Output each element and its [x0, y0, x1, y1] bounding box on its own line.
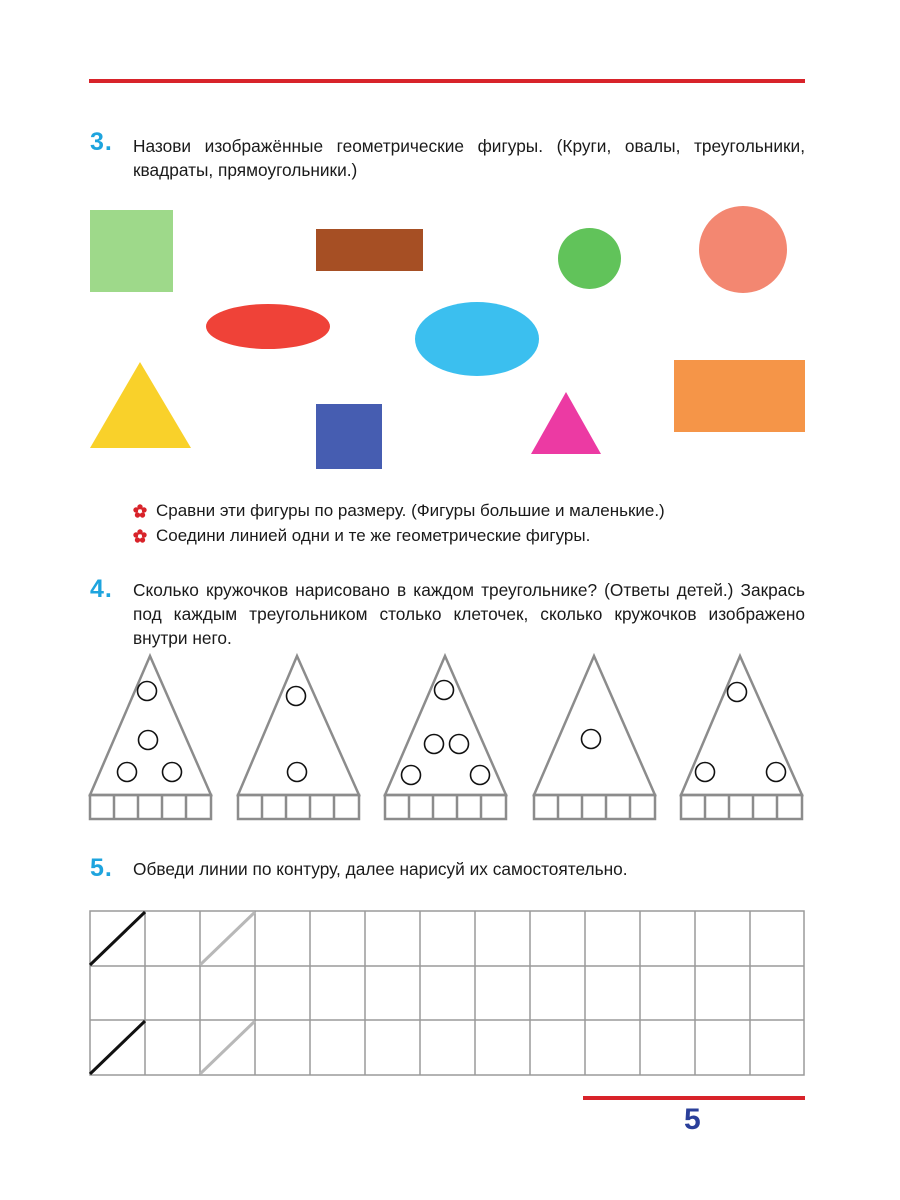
circle: [402, 766, 421, 785]
task-3-bullet-2: [133, 524, 590, 548]
triangle-outline: [681, 656, 802, 795]
bullet-text: Сравни эти фигуры по размеру. (Фигуры большие и маленькие.): [156, 501, 665, 520]
circle: [139, 731, 158, 750]
circle: [471, 766, 490, 785]
sample-stroke: [90, 1021, 145, 1074]
trace-stroke: [200, 912, 255, 965]
task-4-text: Сколько кружочков нарисовано в каждом треугольнике? (Ответы детей.) Закрась под каждым треугольником столько клеточек, сколько кружочков изображено внутри него.: [133, 580, 805, 648]
blue-oval: [415, 302, 539, 376]
brown-rectangle: [316, 229, 423, 271]
circle: [287, 687, 306, 706]
cells-strip: [534, 795, 655, 819]
triangle-figure-4: [534, 656, 655, 819]
salmon-circle: [699, 206, 787, 293]
task-3-number: 3.: [90, 128, 113, 156]
orange-rectangle: [674, 360, 805, 432]
flower-bullet-icon: [133, 504, 147, 518]
triangle-outline: [90, 656, 211, 795]
circle: [138, 682, 157, 701]
top-divider: [89, 79, 805, 83]
circle: [288, 763, 307, 782]
circle: [435, 681, 454, 700]
sample-stroke: [90, 912, 145, 965]
circle: [425, 735, 444, 754]
triangle-figure-3: [385, 656, 506, 819]
circle: [696, 763, 715, 782]
green-circle: [558, 228, 621, 289]
task-4-number: 4.: [90, 575, 113, 603]
triangle-outline: [385, 656, 506, 795]
navy-square: [316, 404, 382, 469]
triangle-outline: [238, 656, 359, 795]
cells-strip: [90, 795, 211, 819]
triangle-outline: [534, 656, 655, 795]
flower-bullet-icon: [133, 529, 147, 543]
cells-strip: [681, 795, 802, 819]
bullet-text: Соедини линией одни и те же геометрические фигуры.: [156, 526, 591, 545]
task-3-text: Назови изображённые геометрические фигуры. (Круги, овалы, треугольники, квадраты, прямоугольники.): [133, 136, 805, 180]
task-5-text: Обведи линии по контуру, далее нарисуй их самостоятельно.: [133, 859, 628, 879]
cells-strip: [385, 795, 506, 819]
circle: [450, 735, 469, 754]
task-5-number: 5.: [90, 854, 113, 882]
red-oval: [206, 304, 330, 349]
cells-strip: [238, 795, 359, 819]
task-3-bullet-1: [133, 499, 665, 523]
circle: [118, 763, 137, 782]
triangle-figure-1: [90, 656, 211, 819]
pink-triangle: [531, 392, 601, 454]
page-number: 5: [684, 1103, 701, 1136]
triangle-figure-2: [238, 656, 359, 819]
triangle-figure-5: [681, 656, 802, 819]
yellow-triangle: [90, 362, 191, 448]
trace-stroke: [200, 1021, 255, 1074]
light-green-square: [90, 210, 173, 292]
circle: [163, 763, 182, 782]
bottom-divider: [583, 1096, 805, 1100]
circle: [767, 763, 786, 782]
grid-lines: [90, 911, 804, 1075]
circle: [582, 730, 601, 749]
circle: [728, 683, 747, 702]
